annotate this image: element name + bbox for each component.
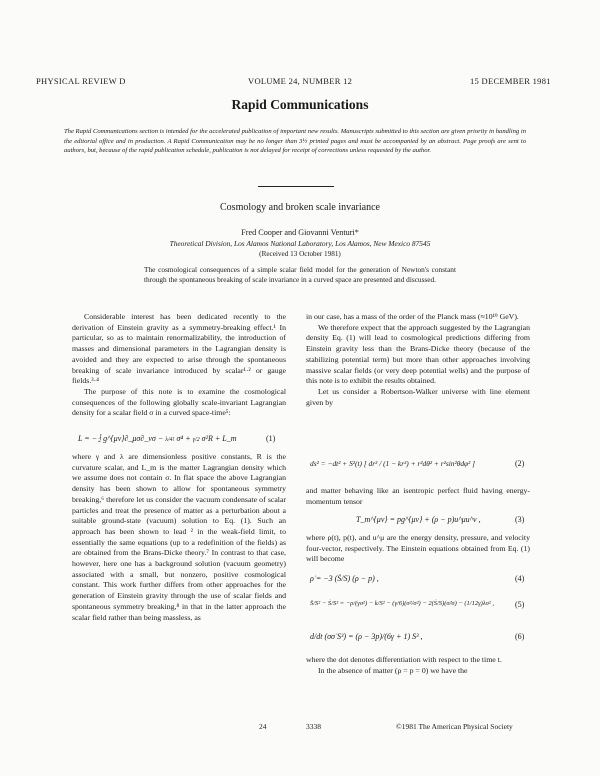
received-date: (Received 13 October 1981): [259, 250, 341, 258]
copyright: ©1981 The American Physical Society: [396, 722, 513, 731]
right-column-matter: [306, 486, 530, 507]
page-number: 24: [259, 722, 267, 731]
right-column-einstein: [306, 533, 530, 565]
equation-1-number: (1): [266, 434, 276, 443]
equation-4-number: (4): [515, 574, 525, 583]
abstract: The cosmological consequences of a simple scalar field model for the generation of Newton's constant through the spontaneous breaking of scale invariance in a curved space are presented and discussed.: [144, 265, 456, 284]
paragraph-continued: in our case, has a mass of the order of the Planck mass (≈10¹⁹ GeV).: [306, 312, 519, 321]
equation-2: ds² = −dt² + S²(t) [ dr² / (1 − kr²) + r²dθ² + r²sin²θdφ² ]: [310, 459, 476, 468]
journal-name: PHYSICAL REVIEW D: [36, 76, 126, 86]
paragraph-dot: where the dot denotes differentiation with respect to the time t.: [306, 655, 502, 664]
left-column-bottom: [72, 452, 286, 623]
paragraph-purpose: The purpose of this note is to examine the cosmological consequences of the following globally scale-invariant Lagrangian density for a scalar field σ in a curved space-time⁵:: [72, 386, 286, 418]
paragraph-intro: Considerable interest has been dedicated recently to the derivation of Einstein gravity as a symmetry-breaking effect.¹ In particular, so as to maintain renormalizability, the introduction of masses and dimensional parameters in the Lagrangian density is avoided and they are expected to arise through the spontaneous breaking of scale invariance introduced by scalar¹·² or gauge fields.³·⁴: [72, 312, 286, 386]
right-column-bottom: [306, 655, 530, 676]
paper-title: Cosmology and broken scale invariance: [220, 202, 380, 213]
paragraph-absence: In the absence of matter (ρ = p = 0) we have the: [318, 665, 468, 675]
volume-number: VOLUME 24, NUMBER 12: [248, 76, 353, 86]
equation-3: T_m^{μν} = pg^{μν} + (ρ − p)u^μu^ν ,: [356, 515, 481, 524]
equation-6-number: (6): [515, 632, 525, 641]
paragraph-definitions: where γ and λ are dimensionless positive constants, R is the curvature scalar, and L_m is the matter Lagrangian density which we assume does not contain σ. In flat space the above Lagrangian density has been shown to allow for spontaneous symmetry breaking,⁶ therefore let us consider the vacuum condensate of scalar particles and treat the presence of matter as a perturbation about a suitable ground-state (vacuum) solution to Eq. (1). Such an approach has been shown to lead ² in the weak-field limit, to essentially the same equations (up to a redefinition of the fields) as are obtained from the Brans-Dicke theory.⁷ In contrast to that case, however, here one has a background solution (vacuum geometry) associated with a small, but nonzero, positive cosmological constant. This work further differs from other approaches for the generation of Einstein gravity through the use of scalar fields and spontaneous symmetry breaking,⁸ in that in the latter approach the scalar field rather than being massless, as: [72, 452, 286, 622]
equation-5-number: (5): [515, 600, 525, 609]
intro-note: The Rapid Communications section is intended for the accelerated publication of important new results. Manuscripts submitted to this section are given priority in handling in the editorial office and in production. A Rapid Communication may be no longer than 3½ printed pages and must be accompanied by an abstract. Page proofs are sent to authors, but, because of the rapid publication schedule, publication is not delayed for receipt of corrections unless requested by the author.: [64, 128, 526, 155]
equation-5: S̈/S² − Ṡ/S² = −ρ/(γσ²) − k/S² − (γ/6)(σ̇²/σ²) − 2(Ṡ/S)(σ̇/σ) − (1/12γ)λσ² ,: [310, 600, 495, 607]
equation-6: d/dt (σσ̇ S³) = (ρ − 3p)/(6γ + 1) S³ ,: [310, 632, 423, 641]
equation-2-number: (2): [515, 459, 525, 468]
left-column-top: [72, 312, 286, 419]
paragraph-matter: and matter behaving like an isentropic perfect fluid having energy-momentum tensor: [306, 486, 530, 506]
right-column-top: [306, 312, 530, 408]
section-title: Rapid Communications: [231, 97, 369, 112]
equation-1: L = − $^1$2 g^{μν}∂_μσ∂_νσ − λ/4! σ⁴ + γ/2 σ²R + L_m: [78, 434, 237, 444]
authors: Fred Cooper and Giovanni Venturi*: [241, 228, 359, 237]
affiliation: Theoretical Division, Los Alamos National Laboratory, Los Alamos, New Mexico 87545: [169, 239, 431, 248]
paragraph-expectation: We therefore expect that the approach suggested by the Lagrangian density Eq. (1) will lead to cosmological predictions differing from Einstein gravity less than the Brans-Dicke theory (because of the stabilizing potential term) but more than other approaches involving massive scalar fields (or very deep potential wells) and the purpose of this note is to exhibit the results obtained.: [306, 322, 530, 386]
divider: [258, 186, 334, 187]
article-number: 3338: [306, 722, 321, 731]
paragraph-robertson-walker: Let us consider a Robertson-Walker universe with line element given by: [306, 386, 530, 407]
equation-3-number: (3): [515, 515, 525, 524]
equation-4: ρ̇ = −3 (Ṡ/S) (ρ − p) ,: [310, 574, 379, 583]
issue-date: 15 DECEMBER 1981: [470, 76, 551, 86]
paragraph-einstein: where ρ(t), p(t), and u^μ are the energy density, pressure, and velocity four-vector, respectively. The Einstein equations obtained from Eq. (1) will become: [306, 533, 530, 564]
